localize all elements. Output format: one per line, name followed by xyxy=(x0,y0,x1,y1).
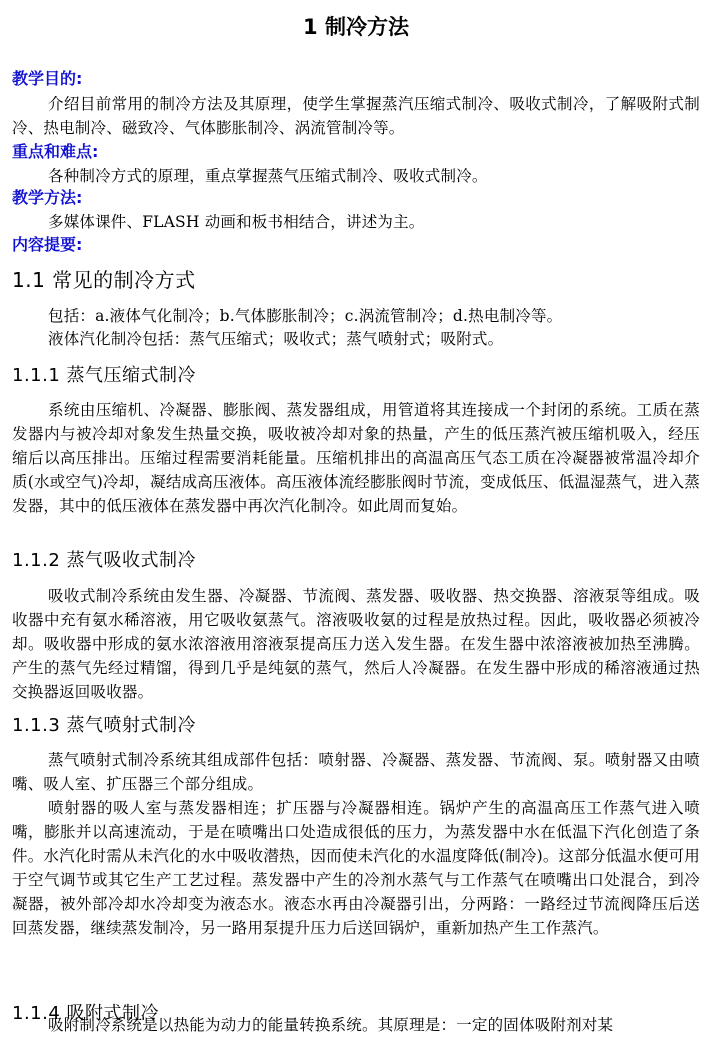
section-1-1-1-heading: 1.1.1 蒸气压缩式制冷 xyxy=(12,365,197,386)
section-1-1-heading: 1.1 常见的制冷方式 xyxy=(12,268,196,292)
section-1-1-4-text: 吸附制冷系统是以热能为动力的能量转换系统。其原理是：一定的固体吸附剂对某 xyxy=(48,1016,614,1034)
teaching-method-text: 多媒体课件、FLASH 动画和板书相结合，讲述为主。 xyxy=(48,213,425,231)
teaching-goal-label: 教学目的: xyxy=(12,69,83,88)
section-1-1-3-heading: 1.1.3 蒸气喷射式制冷 xyxy=(12,715,197,736)
section-1-1-3-text1: 蒸气喷射式制冷系统其组成部件包括：喷射器、冷凝器、蒸发器、节流阀、泵。喷射器又由喷嘴、吸人室、扩压器三个部分组成。 xyxy=(12,751,700,793)
section-1-1-2-text: 吸收式制冷系统由发生器、冷凝器、节流阀、蒸发器、吸收器、热交换器、溶液泵等组成。吸收器中充有氨水稀溶液，用它吸收氨蒸气。溶液吸收氨的过程是放热过程。因此，吸收器必须被冷却。吸收器中形成的氨水浓溶液用溶液泵提高压力送入发生器。在发生器中浓溶液被加热至沸腾。产生的蒸气先经过精馏，得到几乎是纯氨的蒸气，然后人冷凝器。在发生器中形成的稀溶液通过热交换器返回吸收器。 xyxy=(12,587,700,701)
content-summary-label: 内容提要: xyxy=(12,235,83,254)
section-1-1-3-text2: 喷射器的吸人室与蒸发器相连；扩压器与冷凝器相连。锅炉产生的高温高压工作蒸气进入喷嘴，膨胀并以高速流动，于是在喷嘴出口处造成很低的压力，为蒸发器中水在低温下汽化创造了条件。水汽化时需从未汽化的水中吸收潜热，因而使未汽化的水温度降低(制冷)。这部分低温水便可用于空气调节或其它生产工艺过程。蒸发器中产生的冷剂水蒸气与工作蒸气在喷嘴出口处混合，到冷凝器，被外部冷却水冷却变为液态水。液态水再由冷凝器引出，分两路：一路经过节流阀降压后送回蒸发器，继续蒸发制冷，另一路用泵提升压力后送回锅炉，重新加热产生工作蒸汽。 xyxy=(12,799,700,937)
section-1-1-2-heading: 1.1.2 蒸气吸收式制冷 xyxy=(12,550,197,571)
key-points-label: 重点和难点: xyxy=(12,142,99,161)
chapter-title: 1 制冷方法 xyxy=(303,15,409,39)
teaching-goal-text: 介绍目前常用的制冷方法及其原理，使学生掌握蒸汽压缩式制冷、吸收式制冷，了解吸附式制冷、热电制冷、磁致冷、气体膨胀制冷、涡流管制冷等。 xyxy=(12,95,700,137)
section-1-1-line2: 液体汽化制冷包括：蒸气压缩式；吸收式；蒸气喷射式；吸附式。 xyxy=(48,330,504,348)
section-1-1-4-heading: 1.1.4 吸附式制冷 xyxy=(12,1003,160,1024)
section-1-1-line1: 包括：a.液体气化制冷；b.气体膨胀制冷；c.涡流管制冷；d.热电制冷等。 xyxy=(48,307,563,325)
section-1-1-1-text: 系统由压缩机、冷凝器、膨胀阀、蒸发器组成，用管道将其连接成一个封闭的系统。工质在蒸发器内与被冷却对象发生热量交换，吸收被冷却对象的热量，产生的低压蒸汽被压缩机吸入，经压缩后以高压排出。压缩过程需要消耗能量。压缩机排出的高温高压气态工质在冷凝器被常温冷却介质(水或空气)冷却，凝结成高压液体。高压液体流经膨胀阀时节流，变成低压、低温湿蒸气，进入蒸发器，其中的低压液体在蒸发器中再次汽化制冷。如此周而复始。 xyxy=(12,401,700,515)
teaching-method-label: 教学方法: xyxy=(12,188,83,207)
key-points-text: 各种制冷方式的原理，重点掌握蒸气压缩式制冷、吸收式制冷。 xyxy=(48,167,488,185)
